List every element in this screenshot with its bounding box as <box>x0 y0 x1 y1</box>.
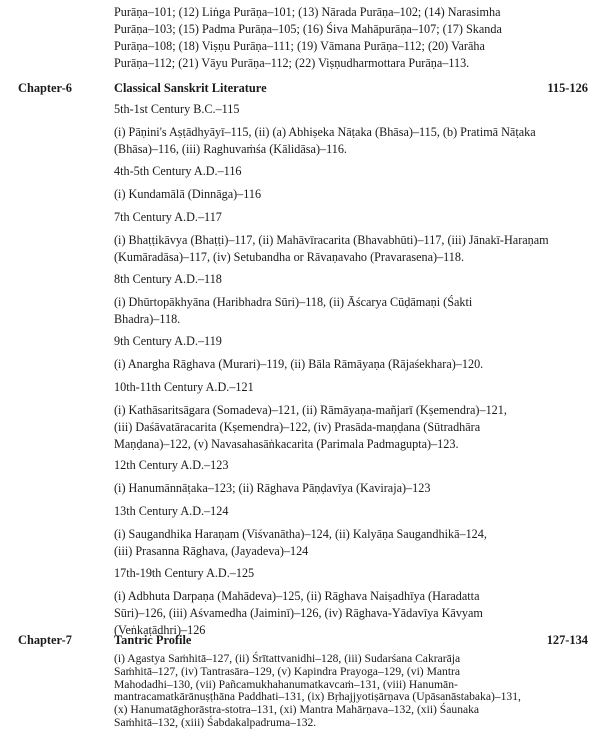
period-heading: 5th-1st Century B.C.–115 <box>114 102 240 116</box>
section-entries <box>114 356 590 373</box>
section-entries <box>114 402 590 453</box>
text-line: (Veṅkaṭādhri)–126 <box>114 623 206 637</box>
text-line: Purāṇa–103; (15) Padma Purāṇa–105; (16) Śiva Mahāpurāṇa–107; (17) Skanda <box>114 22 502 36</box>
text-line: (i) Dhūrtopākhyāna (Haribhadra Sūri)–118, (ii) Āścarya Cūḍāmaṇi (Śakti <box>114 295 473 309</box>
text-line: (i) Hanumānnāṭaka–123; (ii) Rāghava Pāṇḍavīya (Kaviraja)–123 <box>114 481 431 495</box>
text-line: Saṁhitā–132, (xiii) Śabdakalpadruma–132. <box>114 715 317 729</box>
chapter-title: Classical Sanskrit Literature <box>114 81 267 95</box>
text-line: (i) Agastya Saṁhitā–127, (ii) Śrītattvanidhi–128, (iii) Sudarśana Cakrarāja <box>114 652 461 665</box>
text-line: Saṁhitā–127, (iv) Tantrasāra–129, (v) Kapindra Prayoga–129, (vi) Mantra <box>114 664 461 678</box>
section-entries <box>114 232 590 266</box>
text-line: (i) Pāṇini's Aṣṭādhyāyī–115, (ii) (a) Abhiṣeka Nāṭaka (Bhāsa)–115, (b) Pratimā Nāṭaka <box>114 125 536 139</box>
text-line: (iii) Daśāvatāracarita (Kṣemendra)–122, (iv) Prasāda-maṇḍana (Sūtradhāra <box>114 420 481 434</box>
period-heading: 17th-19th Century A.D.–125 <box>114 566 255 580</box>
period-heading: 10th-11th Century A.D.–121 <box>114 380 254 394</box>
text-line: (i) Bhaṭṭikāvya (Bhaṭṭi)–117, (ii) Mahāvīracarita (Bhavabhūti)–117, (iii) Jānakī-Haraṇam <box>114 233 549 247</box>
text-line: mantracamatkārānuṣṭhāna Paddhati–131, (ix) Bṛhajjyotiṣārṇava (Upāsanāstabaka)–131, <box>114 690 521 704</box>
chapter-label: Chapter-7 <box>18 633 72 647</box>
text-line: Purāṇa–108; (18) Viṣṇu Purāṇa–111; (19) Vāmana Purāṇa–112; (20) Varāha <box>114 39 485 53</box>
text-line: Mahodadhi–130, (vii) Pañcamukhahanumatkavcaṁ–131, (viii) Hanumān- <box>114 677 458 691</box>
text-line: (i) Adbhuta Darpaṇa (Mahādeva)–125, (ii) Rāghava Naiṣadhīya (Haradatta <box>114 589 480 603</box>
period-heading: 7th Century A.D.–117 <box>114 210 222 224</box>
section-entries <box>114 480 590 497</box>
text-line: Purāṇa–112; (21) Vāyu Purāṇa–112; (22) Viṣṇudharmottara Purāṇa–113. <box>114 56 470 70</box>
text-line: Sūri)–126, (iii) Aśvamedha (Jaiminī)–126, (iv) Rāghava-Yādavīya Kāvyam <box>114 606 483 620</box>
chapter-pages: 127-134 <box>546 633 588 647</box>
period-heading: 4th-5th Century A.D.–116 <box>114 164 242 178</box>
section-entries <box>114 588 590 639</box>
intro-paragraph <box>114 4 590 72</box>
section-entries <box>114 294 590 328</box>
chapter-pages: 115-126 <box>547 81 588 95</box>
text-line: Maṇḍana)–122, (v) Navasahasāṅkacarita (Parimala Padmagupta)–123. <box>114 437 459 451</box>
text-line: (Bhāsa)–116, (iii) Raghuvaṁśa (Kālidāsa)–116. <box>114 142 347 156</box>
section-entries <box>114 186 590 203</box>
period-heading: 13th Century A.D.–124 <box>114 504 229 518</box>
text-line: (iii) Prasanna Rāghava, (Jayadeva)–124 <box>114 544 309 558</box>
text-line: (i) Anargha Rāghava (Murari)–119, (ii) Bāla Rāmāyaṇa (Rājaśekhara)–120. <box>114 357 484 371</box>
text-line: (x) Hanumatāghorāstra-stotra–131, (xi) Mantra Mahārṇava–132, (xii) Śaunaka <box>114 703 480 717</box>
section-entries <box>114 526 590 560</box>
text-line: (i) Saugandhika Haraṇam (Viśvanātha)–124, (ii) Kalyāṇa Saugandhikā–124, <box>114 527 487 541</box>
chapter-title: Tantric Profile <box>114 633 192 647</box>
text-line: (i) Kundamālā (Dinnāga)–116 <box>114 187 262 201</box>
period-heading: 9th Century A.D.–119 <box>114 334 222 348</box>
section-entries <box>114 124 590 158</box>
chapter-label: Chapter-6 <box>18 81 72 95</box>
text-line: (Kumāradāsa)–117, (iv) Setubandha or Rāvaṇavaho (Pravarasena)–118. <box>114 250 465 264</box>
period-heading: 12th Century A.D.–123 <box>114 458 229 472</box>
period-heading: 8th Century A.D.–118 <box>114 272 222 286</box>
section-entries <box>114 653 590 730</box>
text-line: (i) Kathāsaritsāgara (Somadeva)–121, (ii) Rāmāyaṇa-mañjarī (Kṣemendra)–121, <box>114 403 507 417</box>
text-line: Bhadra)–118. <box>114 312 181 326</box>
text-line: Purāṇa–101; (12) Liṅga Purāṇa–101; (13) Nārada Purāṇa–102; (14) Narasimha <box>114 5 501 19</box>
